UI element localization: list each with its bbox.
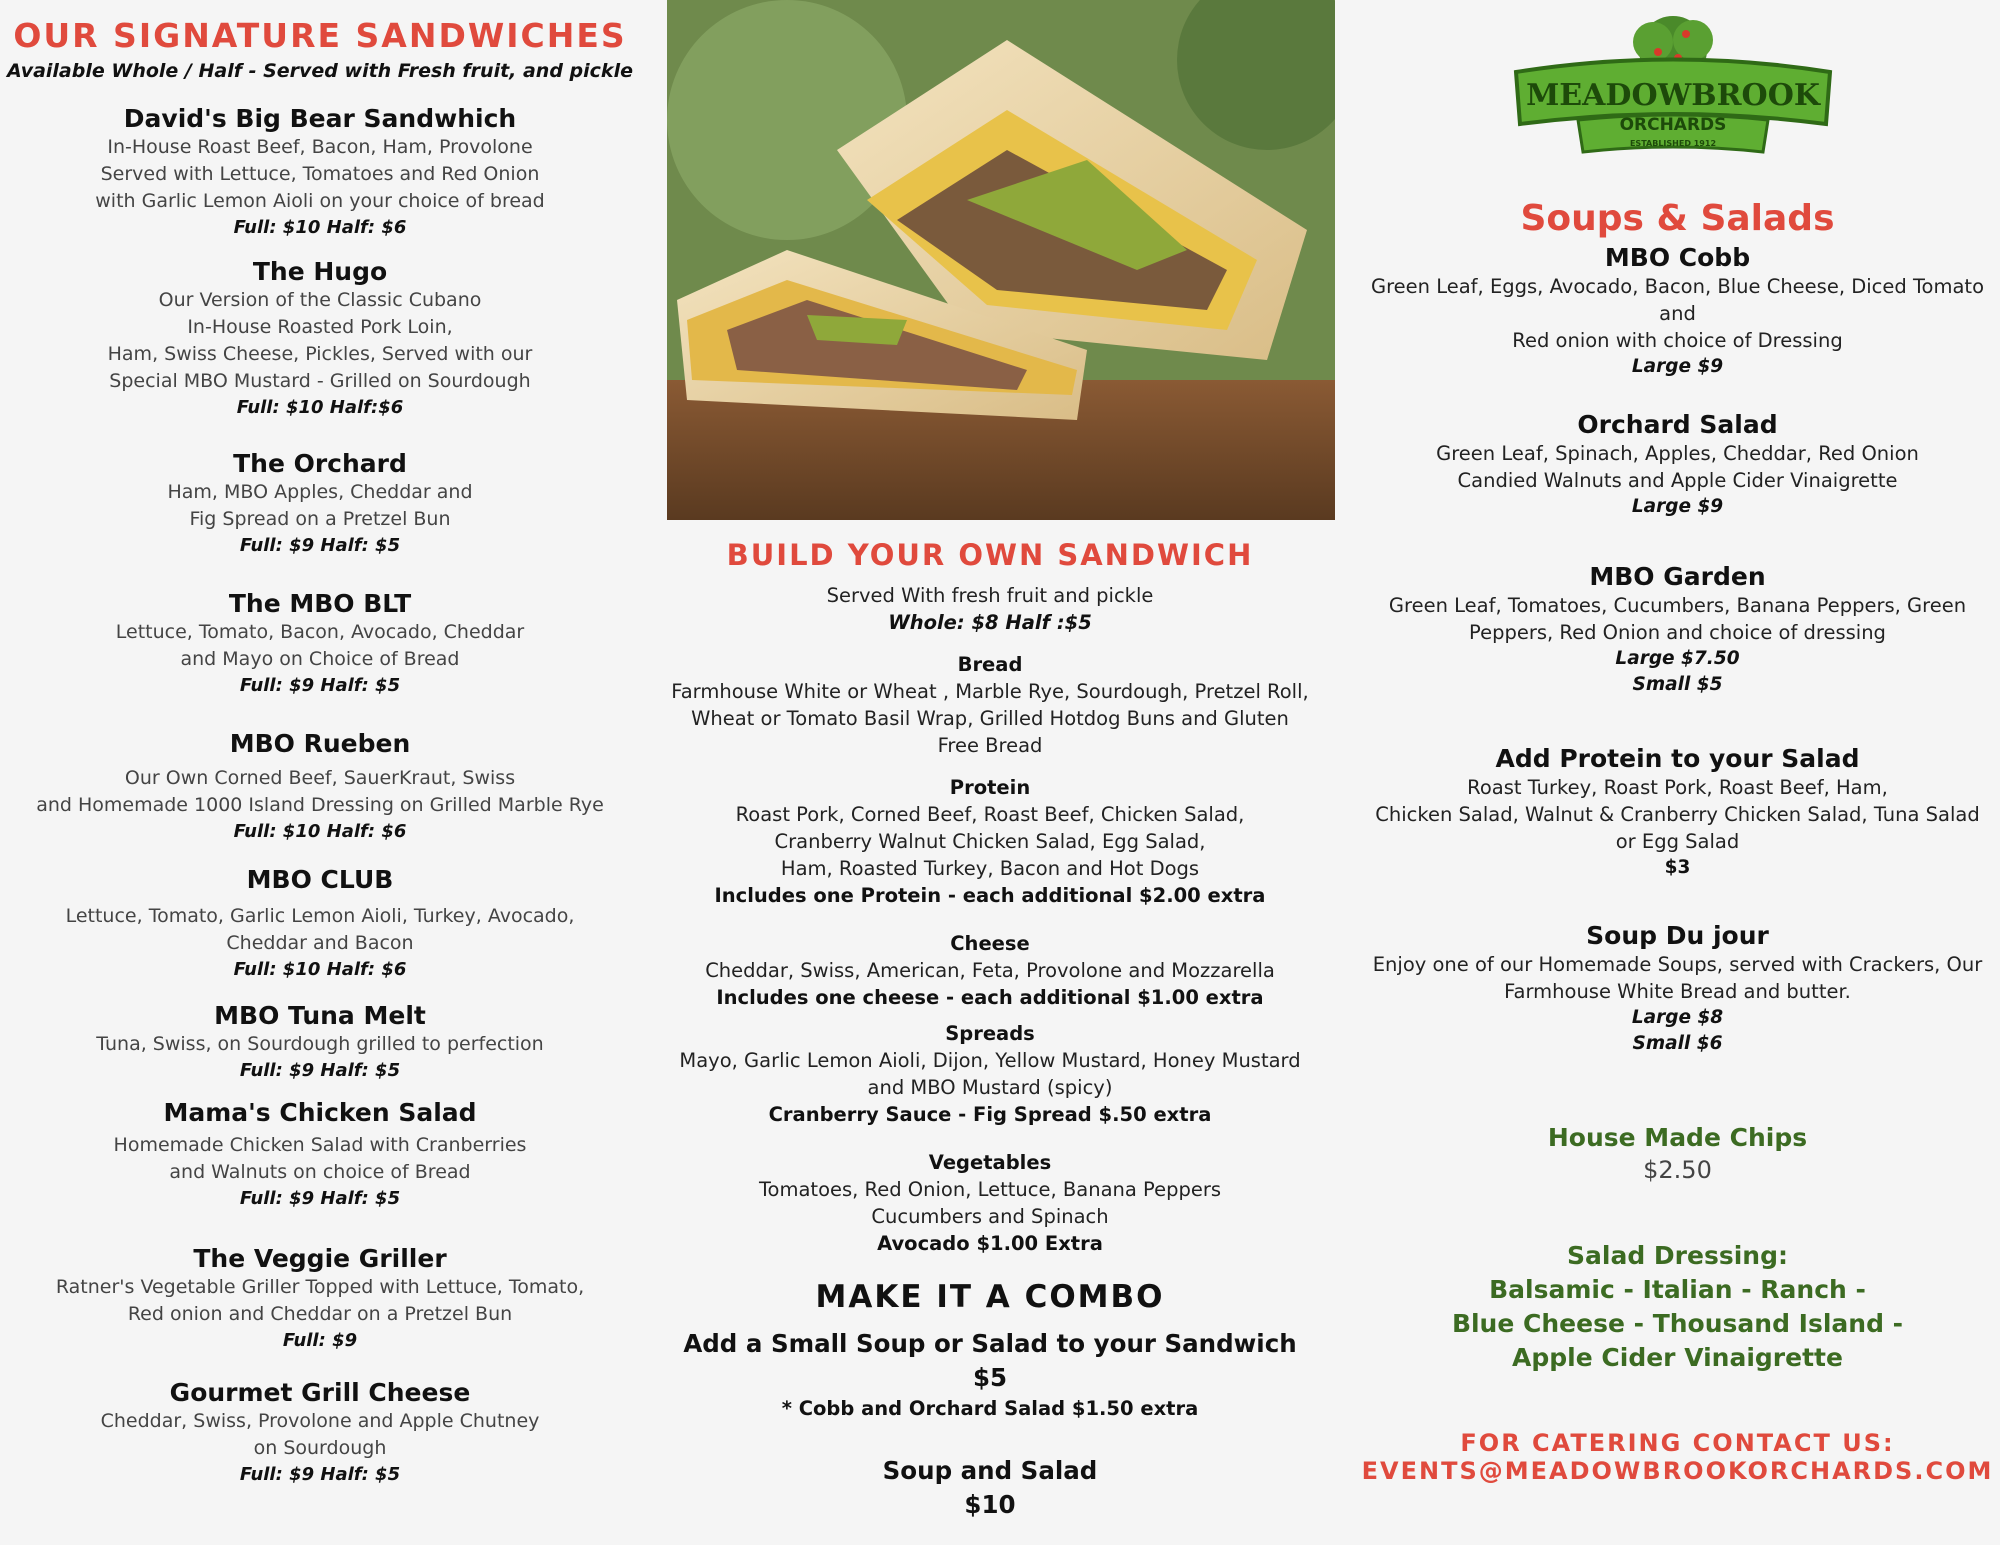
item-price: Large $9: [1631, 496, 1724, 517]
item-description: Green Leaf, Eggs, Avocado, Bacon, Blue Cheese, Diced Tomato and Red onion with choice of Dressing: [1370, 275, 1985, 352]
menu-item: [0, 1244, 640, 1354]
menu-item: [0, 1378, 640, 1488]
item-name: The Orchard: [233, 449, 407, 478]
item-description: Roast Turkey, Roast Pork, Roast Beef, Ham, Chicken Salad, Walnut & Cranberry Chicken Salad, Tuna Salad or Egg Salad: [1375, 776, 1980, 853]
catering-email[interactable]: EVENTS@MEADOWBROOKORCHARDS.COM: [1361, 1457, 1994, 1485]
menu-item: [0, 865, 640, 983]
item-price: $3: [1664, 857, 1691, 878]
item-description: Tuna, Swiss, on Sourdough grilled to perfection: [96, 1033, 544, 1055]
sandwich-illustration: [667, 0, 1335, 520]
item-name: The Veggie Griller: [193, 1244, 447, 1273]
item-description: Our Version of the Classic Cubano In-House Roasted Pork Loin, Ham, Swiss Cheese, Pickles, Served with our Special MBO Mustard - Grilled on Sourdough: [107, 289, 533, 392]
item-description: Homemade Chicken Salad with Cranberries and Walnuts on choice of Bread: [113, 1134, 527, 1183]
vegetables-note: Avocado $1.00 Extra: [877, 1232, 1103, 1255]
menu-item: [0, 257, 640, 421]
item-name: The MBO BLT: [228, 589, 412, 618]
menu-item: [1355, 562, 2000, 698]
item-price: Full: $9 Half: $5: [239, 535, 401, 556]
menu-item: [1355, 921, 2000, 1057]
bread-label: Bread: [957, 653, 1023, 676]
protein-label: Protein: [949, 776, 1031, 799]
item-price: Full: $9 Half: $5: [239, 675, 401, 696]
chips-price: $2.50: [1643, 1156, 1712, 1184]
item-name: Soup Du jour: [1586, 921, 1769, 950]
logo-graphic: [1508, 12, 1838, 162]
item-name: Mama's Chicken Salad: [163, 1098, 477, 1127]
item-description: Lettuce, Tomato, Garlic Lemon Aioli, Turkey, Avocado, Cheddar and Bacon: [65, 905, 575, 954]
menu-item: [1355, 243, 2000, 380]
menu-item: [0, 729, 640, 845]
item-price: Full: $9 Half: $5: [239, 1464, 401, 1485]
dressing-line: Apple Cider Vinaigrette: [1512, 1343, 1843, 1372]
item-description: Green Leaf, Spinach, Apples, Cheddar, Red Onion Candied Walnuts and Apple Cider Vinaigrette: [1436, 442, 1919, 492]
item-price: Full: $10 Half: $6: [233, 959, 407, 980]
item-description: Ratner's Vegetable Griller Topped with Lettuce, Tomato, Red onion and Cheddar on a Pretzel Bun: [55, 1276, 585, 1325]
menu-item: [1355, 410, 2000, 520]
item-name: MBO Tuna Melt: [214, 1001, 426, 1030]
build-title: BUILD YOUR OWN SANDWICH: [726, 538, 1254, 572]
signature-title: OUR SIGNATURE SANDWICHES: [13, 16, 627, 55]
catering-heading: FOR CATERING CONTACT US:: [1460, 1429, 1895, 1457]
menu-item: [0, 104, 640, 241]
dressing-line: Blue Cheese - Thousand Island -: [1451, 1309, 1904, 1338]
item-description: Ham, MBO Apples, Cheddar and Fig Spread on a Pretzel Bun: [167, 481, 473, 530]
item-price: Full: $9 Half: $5: [239, 1060, 401, 1081]
build-served: Served With fresh fruit and pickle: [826, 584, 1154, 607]
item-description: Our Own Corned Beef, SauerKraut, Swiss and Homemade 1000 Island Dressing on Grilled Marble Rye: [36, 767, 604, 816]
logo-sub: ORCHARDS: [1619, 115, 1727, 135]
vegetables-options: Tomatoes, Red Onion, Lettuce, Banana Peppers Cucumbers and Spinach: [758, 1178, 1222, 1228]
item-price: Large $7.50: [1615, 648, 1740, 669]
chips-title: House Made Chips: [1547, 1123, 1808, 1152]
combo-note: * Cobb and Orchard Salad $1.50 extra: [781, 1397, 1199, 1420]
item-price: Full: $10 Half:$6: [236, 397, 404, 418]
soups-title: Soups & Salads: [1520, 198, 1835, 239]
item-name: MBO Rueben: [229, 729, 411, 758]
spreads-label: Spreads: [945, 1022, 1035, 1045]
meadowbrook-logo: [1508, 12, 1838, 162]
protein-options: Roast Pork, Corned Beef, Roast Beef, Chicken Salad, Cranberry Walnut Chicken Salad, Egg Salad, Ham, Roasted Turkey, Bacon and Hot Dogs: [735, 803, 1245, 880]
item-price: Small $5: [1632, 674, 1723, 695]
cheese-options: Cheddar, Swiss, American, Feta, Provolone and Mozzarella: [705, 959, 1275, 982]
item-description: Lettuce, Tomato, Bacon, Avocado, Cheddar and Mayo on Choice of Bread: [115, 621, 525, 670]
sandwich-photo: [667, 0, 1335, 520]
item-description: In-House Roast Beef, Bacon, Ham, Provolone Served with Lettuce, Tomatoes and Red Onion with Garlic Lemon Aioli on your choice of bread: [95, 136, 545, 212]
logo-est: ESTABLISHED 1912: [1629, 139, 1717, 148]
bread-options: Farmhouse White or Wheat , Marble Rye, Sourdough, Pretzel Roll, Wheat or Tomato Basil Wrap, Grilled Hotdog Buns and Gluten Free Bread: [671, 680, 1309, 757]
item-name: MBO CLUB: [246, 865, 394, 894]
combo-line: Add a Small Soup or Salad to your Sandwich: [683, 1329, 1297, 1358]
item-name: MBO Garden: [1589, 562, 1766, 591]
item-name: Orchard Salad: [1577, 410, 1778, 439]
soup-salad-line: Soup and Salad: [882, 1456, 1098, 1485]
item-description: Cheddar, Swiss, Provolone and Apple Chutney on Sourdough: [100, 1410, 540, 1459]
item-name: Add Protein to your Salad: [1495, 744, 1860, 773]
item-description: Green Leaf, Tomatoes, Cucumbers, Banana Peppers, Green Peppers, Red Onion and choice of dressing: [1388, 594, 1967, 644]
cheese-note: Includes one cheese - each additional $1.00 extra: [716, 986, 1264, 1009]
vegetables-label: Vegetables: [928, 1151, 1052, 1174]
item-price: Full: $9 Half: $5: [239, 1188, 401, 1209]
item-price: Full: $10 Half: $6: [233, 821, 407, 842]
combo-title: MAKE IT A COMBO: [815, 1279, 1165, 1315]
item-name: David's Big Bear Sandwhich: [123, 104, 517, 133]
item-price: Large $9: [1631, 356, 1724, 377]
menu-item: [0, 1098, 640, 1212]
signature-sandwiches-column: [0, 0, 640, 1488]
menu-item: [0, 589, 640, 699]
item-price: Full: $10 Half: $6: [233, 217, 407, 238]
build-your-own-column: [660, 530, 1320, 1522]
soup-salad-price: $10: [964, 1490, 1016, 1519]
item-price: Large $8: [1631, 1007, 1724, 1028]
item-description: Enjoy one of our Homemade Soups, served with Crackers, Our Farmhouse White Bread and butter.: [1372, 953, 1983, 1003]
soups-salads-column: [1355, 198, 2000, 1485]
menu-item: [0, 1001, 640, 1084]
dressing-line: Balsamic - Italian - Ranch -: [1489, 1275, 1866, 1304]
build-price: Whole: $8 Half :$5: [888, 611, 1092, 634]
logo-name: MEADOWBROOK: [1526, 78, 1820, 113]
cheese-label: Cheese: [950, 932, 1030, 955]
signature-subtitle: Available Whole / Half - Served with Fresh fruit, and pickle: [7, 60, 633, 82]
combo-price: $5: [972, 1363, 1008, 1392]
item-name: MBO Cobb: [1604, 243, 1751, 272]
menu-item: [0, 449, 640, 559]
item-price: Full: $9: [282, 1330, 358, 1351]
spreads-note: Cranberry Sauce - Fig Spread $.50 extra: [768, 1103, 1212, 1126]
item-name: Gourmet Grill Cheese: [169, 1378, 471, 1407]
dressing-title: Salad Dressing:: [1567, 1241, 1788, 1270]
menu-item: [1355, 744, 2000, 881]
spreads-options: Mayo, Garlic Lemon Aioli, Dijon, Yellow Mustard, Honey Mustard and MBO Mustard (spicy): [679, 1049, 1301, 1099]
protein-note: Includes one Protein - each additional $2.00 extra: [714, 884, 1266, 907]
item-price: Small $6: [1632, 1033, 1723, 1054]
item-name: The Hugo: [252, 257, 388, 286]
